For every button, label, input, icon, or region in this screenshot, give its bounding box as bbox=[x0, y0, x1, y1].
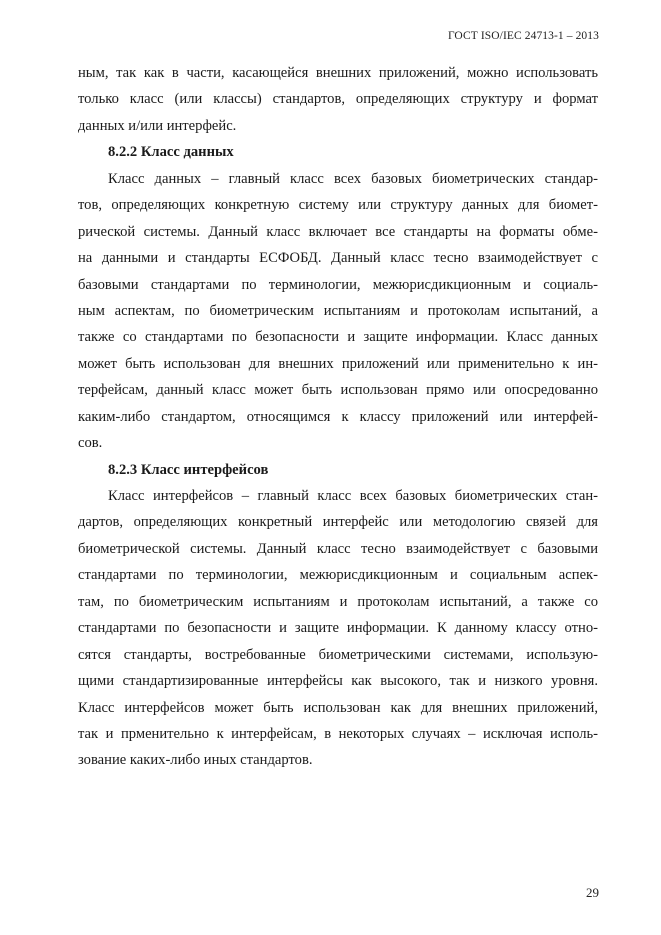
text-line: сятся стандарты, востребованные биометрическими системами, использую- bbox=[78, 646, 598, 663]
text-line: ным, так как в части, касающейся внешних приложений, можно использовать bbox=[78, 65, 598, 81]
section-heading: 8.2.2 Класс данных bbox=[108, 144, 234, 161]
section-8-2-2 bbox=[78, 139, 598, 456]
text-line: так и прменительно к интерфейсам, в некоторых случаях – исключая исполь- bbox=[78, 725, 598, 742]
text-line: Класс данных – главный класс всех базовых биометрических стандар- bbox=[108, 170, 598, 187]
text-line: терфейсам, данный класс может быть использован прямо или опосредованно bbox=[78, 382, 598, 399]
text-line: сов. bbox=[78, 435, 103, 452]
text-line: только класс (или классы) стандартов, определяющих структуру и формат bbox=[78, 91, 598, 108]
text-line: тов, определяющих конкретную систему или структуру данных для биомет- bbox=[78, 197, 598, 214]
text-line: ным аспектам, по биометрическим испытаниям и протоколам испытаний, а bbox=[78, 302, 598, 319]
text-line: каким-либо стандартом, относящимся к классу приложений или интерфей- bbox=[78, 408, 598, 425]
text-line: рической системы. Данный класс включает все стандарты на форматы обме- bbox=[78, 223, 598, 240]
document-header: ГОСТ ISO/IEC 24713-1 – 2013 bbox=[447, 30, 599, 42]
text-line: данных и/или интерфейс. bbox=[78, 117, 237, 134]
text-line: также со стандартами по безопасности и защите информации. Класс данных bbox=[78, 329, 598, 346]
section-heading: 8.2.3 Класс интерфейсов bbox=[108, 461, 269, 478]
text-line: зование каких-либо иных стандартов. bbox=[78, 752, 313, 769]
text-line: стандартами по безопасности и защите информации. К данному классу отно- bbox=[78, 620, 598, 637]
text-line: базовыми стандартами по терминологии, межюрисдикционным и социаль- bbox=[78, 276, 598, 293]
text-line: Класс интерфейсов – главный класс всех базовых биометрических стан- bbox=[108, 488, 598, 504]
text-line: щими стандартизированные интерфейсы как высокого, так и низкого уровня. bbox=[78, 673, 598, 690]
page-number: 29 bbox=[586, 885, 599, 900]
text-line: на данными и стандарты ЕСФОБД. Данный класс тесно взаимодействует с bbox=[78, 250, 598, 267]
text-line: дартов, определяющих конкретный интерфейс или методологию связей для bbox=[78, 514, 598, 531]
text-line: там, по биометрическим испытаниям и протоколам испытаний, а также со bbox=[78, 593, 598, 610]
text-line: может быть использован для внешних приложений или применительно к ин- bbox=[78, 355, 598, 372]
section-8-2-3 bbox=[78, 457, 598, 774]
text-line: Класс интерфейсов может быть использован как для внешних приложений, bbox=[78, 699, 598, 716]
document-body bbox=[78, 60, 598, 774]
intro-paragraph bbox=[78, 60, 598, 139]
text-line: биометрической системы. Данный класс тесно взаимодействует с базовыми bbox=[78, 540, 598, 557]
text-line: стандартами по терминологии, межюрисдикционным и социальным аспек- bbox=[78, 567, 598, 584]
